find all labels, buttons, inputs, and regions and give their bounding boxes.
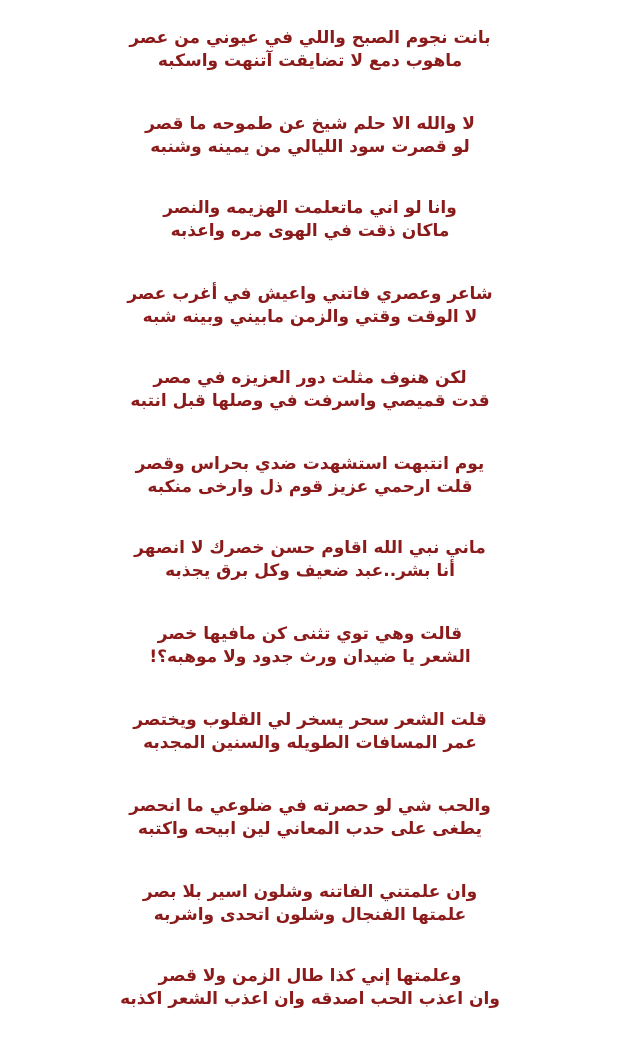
stanza-4 [0,282,639,342]
verse-line: والحب شي لو حصرته في ضلوعي ما انحصر [129,796,491,816]
verse-line: ماكان ذقت في الهوى مره واعذبه [170,221,450,241]
stanza-6 [0,452,639,512]
verse-line: لا الوقت وقتي والزمن مابيني وبينه شبه [142,307,478,327]
verse-line: أنا بشر..عبد ضعيف وكل برق يجذبه [165,561,455,581]
stanza-11 [0,880,639,940]
stanza-10 [0,794,639,854]
verse-line: علمتها الفنجال وشلون اتحدى واشربه [153,905,467,925]
verse-line: يطغى على حدب المعاني لين ابيحه واكتبه [137,819,483,839]
verse-line: ماهوب دمع لا تضايقت آتنهت واسكبه [157,51,463,71]
verse-line: عمر المسافات الطويله والسنين المجدبه [143,733,477,753]
verse-line: وان علمتني الفاتنه وشلون اسير بلا بصر [142,882,478,902]
verse-line: يوم انتبهت استشهدت ضدي بحراس وقصر [135,454,485,474]
verse-line: قدت قميصي واسرفت في وصلها قبل انتبه [130,391,490,411]
verse-line: الشعر يا ضيدان ورث جدود ولا موهبه؟! [149,647,471,667]
verse-line: وعلمتها إني كذا طال الزمن ولا قصر [158,966,462,986]
verse-line: لا والله الا حلم شيخ عن طموحه ما قصر [145,114,475,134]
stanza-8 [0,622,639,682]
stanza-7 [0,536,639,596]
stanza-3 [0,196,639,256]
verse-line: بانت نجوم الصبح واللي في عيوني من عصر [129,28,491,48]
verse-line: قلت الشعر سحر يسخر لي القلوب ويختصر [133,710,487,730]
verse-line: وان اعذب الحب اصدقه وان اعذب الشعر اكذبه [120,989,500,1009]
stanza-12 [0,964,639,1024]
verse-line: لكن هنوف مثلت دور العزيزه في مصر [153,368,467,388]
verse-line: لو قصرت سود الليالي من يمينه وشنبه [150,137,470,157]
verse-line: شاعر وعصري فاتني واعيش في أغرب عصر [127,284,493,304]
verse-line: ماني نبي الله اقاوم حسن خصرك لا انصهر [134,538,486,558]
stanza-1 [0,26,639,86]
stanza-2 [0,112,639,172]
stanza-5 [0,366,639,426]
verse-line: قلت ارحمي عزيز قوم ذل وارخى منكبه [147,477,473,497]
verse-line: قالت وهي توي تثنى كن مافيها خصر [157,624,463,644]
stanza-9 [0,708,639,768]
verse-line: وانا لو اني ماتعلمت الهزيمه والنصر [163,198,457,218]
